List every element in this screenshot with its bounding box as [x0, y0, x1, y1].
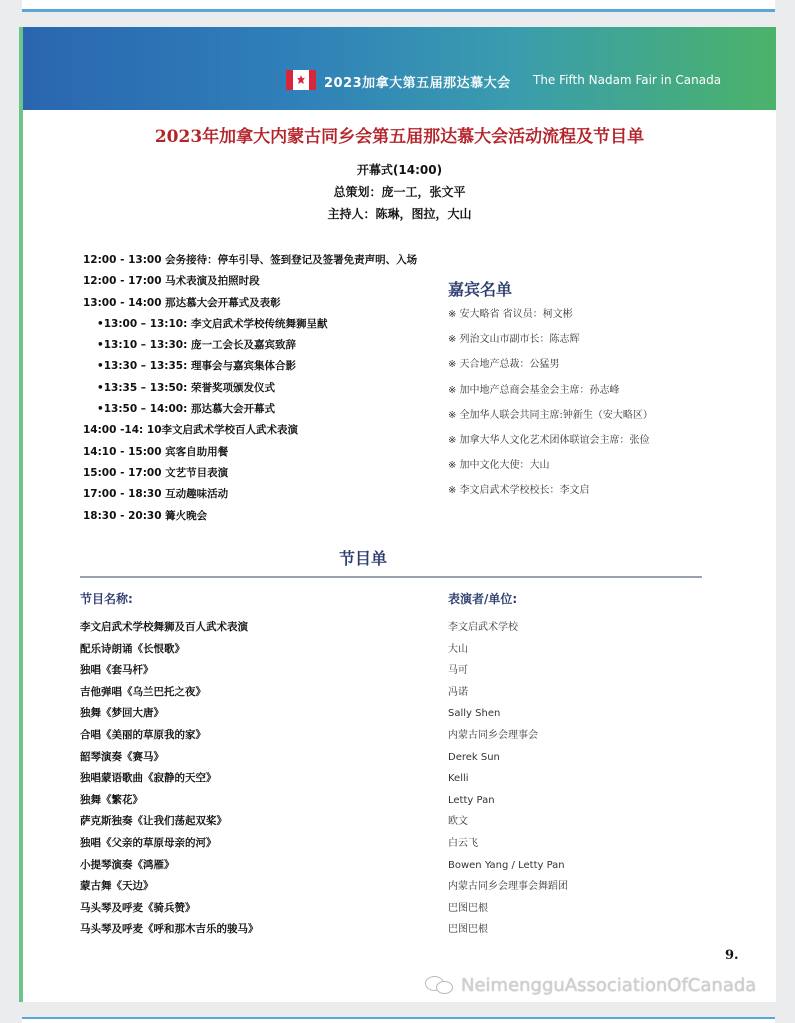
program-name: 配乐诗朗诵《长恨歌》 — [80, 642, 185, 655]
guest-item: ※ 加中文化大使：大山 — [448, 460, 550, 472]
program-performer: Bowen Yang / Letty Pan — [448, 859, 565, 871]
opening-time: 开幕式(14:00) — [356, 163, 443, 177]
guest-item: ※ 加中地产总商会基金会主席：孙志峰 — [448, 384, 620, 396]
program-row — [80, 703, 720, 725]
page-number: 9. — [725, 948, 739, 963]
guest-list-title: 嘉宾名单 — [448, 280, 513, 299]
watermark — [425, 972, 756, 998]
next-page-edge — [22, 1017, 775, 1023]
schedule-item: 14:00 -14: 10李文启武术学校百人武术表演 — [83, 424, 299, 437]
wechat-icon — [425, 974, 455, 996]
document-page — [19, 27, 776, 1002]
program-row — [80, 617, 720, 639]
program-name: 马头琴及呼麦《呼和那木吉乐的骏马》 — [80, 923, 259, 936]
schedule-item: •13:35 – 13:50: 荣誉奖项颁发仪式 — [97, 381, 275, 394]
watermark-text: NeimengguAssociationOfCanada — [461, 974, 757, 996]
program-row — [80, 725, 720, 747]
schedule-list — [83, 250, 463, 527]
guest-list — [448, 302, 768, 504]
banner-title-cn: 2023加拿大第五届那达慕大会 — [324, 76, 511, 91]
guest-item: ※ 全加华人联会共同主席:钟新生（安大略区） — [448, 409, 653, 421]
previous-page-edge — [22, 0, 775, 12]
program-row — [80, 682, 720, 704]
guest-item: ※ 李文启武术学校校长：李文启 — [448, 485, 590, 497]
planner-line: 总策划：庞一工，张文平 — [333, 185, 466, 199]
schedule-item: 14:10 - 15:00 宾客自助用餐 — [83, 445, 229, 458]
program-name: 马头琴及呼麦《骑兵赞》 — [80, 901, 196, 914]
program-row — [80, 876, 720, 898]
schedule-item: 13:00 - 14:00 那达慕大会开幕式及表彰 — [83, 296, 281, 309]
schedule-item: •13:50 – 14:00: 那达慕大会开幕式 — [97, 403, 275, 416]
guest-item: ※ 安大略省 省议员：柯文彬 — [448, 309, 573, 320]
program-performer: 欧文 — [448, 816, 468, 828]
program-name: 蒙古舞《天边》 — [80, 880, 154, 893]
program-row — [80, 811, 720, 833]
program-name: 李文启武术学校舞狮及百人武术表演 — [80, 621, 248, 633]
program-performer: 内蒙古同乡会理事会 — [448, 729, 538, 741]
program-title: 节目单 — [338, 549, 387, 568]
page-title: 2023年加拿大内蒙古同乡会第五届那达慕大会活动流程及节目单 — [154, 127, 645, 147]
schedule-item: 12:00 - 13:00 会务接待：停车引导、签到登记及签署免责声明、入场 — [83, 254, 418, 266]
program-row — [80, 919, 720, 941]
schedule-item: 17:00 - 18:30 互动趣味活动 — [83, 488, 229, 501]
schedule-item: •13:30 – 13:35: 理事会与嘉宾集体合影 — [97, 360, 296, 373]
program-performer: 冯诺 — [448, 686, 468, 698]
header-banner — [23, 27, 776, 110]
program-row — [80, 790, 720, 812]
banner-title-en: The Fifth Nadam Fair in Canada — [533, 73, 722, 87]
program-performer: Sally Shen — [448, 708, 501, 720]
program-row — [80, 639, 720, 661]
program-performer: 马可 — [448, 665, 468, 677]
program-row — [80, 747, 720, 769]
guest-item: ※ 加拿大华人文化艺术团体联谊会主席：张俭 — [448, 434, 650, 446]
program-row — [80, 833, 720, 855]
program-name: 韶琴演奏《赛马》 — [80, 750, 164, 763]
schedule-item: 15:00 - 17:00 文艺节目表演 — [83, 466, 229, 479]
guest-item: ※ 天合地产总裁：公猛男 — [448, 359, 560, 371]
canada-flag-icon — [286, 70, 316, 90]
program-name: 独舞《繁花》 — [80, 793, 143, 806]
schedule-item: •13:10 – 13:30: 庞一工会长及嘉宾致辞 — [97, 339, 296, 352]
program-row — [80, 660, 720, 682]
program-name: 独唱《父亲的草原母亲的河》 — [80, 836, 217, 849]
program-name: 吉他弹唱《乌兰巴托之夜》 — [80, 685, 206, 698]
schedule-item: 12:00 - 17:00 马术表演及拍照时段 — [83, 275, 260, 288]
program-name: 独唱《套马杆》 — [80, 664, 154, 677]
program-name: 独舞《梦回大唐》 — [80, 707, 164, 720]
program-name: 合唱《美丽的草原我的家》 — [80, 728, 206, 741]
program-performer: 大山 — [448, 643, 468, 655]
program-performer: 内蒙古同乡会理事会舞蹈团 — [448, 881, 568, 893]
divider — [80, 576, 702, 578]
program-performer: 白云飞 — [448, 837, 478, 849]
program-row — [80, 768, 720, 790]
schedule-item: •13:00 – 13:10: 李文启武术学校传统舞狮呈献 — [97, 317, 328, 330]
program-performer: 李文启武术学校 — [448, 622, 518, 633]
program-performer: Kelli — [448, 773, 469, 785]
program-performer: Letty Pan — [448, 794, 495, 806]
program-performer: 巴图巴根 — [448, 924, 488, 936]
program-name: 萨克斯独奏《让我们荡起双桨》 — [80, 815, 227, 828]
program-performer: 巴图巴根 — [448, 902, 488, 914]
program-list — [80, 617, 720, 941]
program-name: 小提琴演奏《鸿雁》 — [80, 858, 175, 871]
program-name-header: 节目名称: — [80, 592, 133, 606]
performer-header: 表演者/单位: — [448, 592, 518, 606]
guest-item: ※ 列治文山市副市长：陈志辉 — [448, 334, 580, 346]
program-name: 独唱蒙语歌曲《寂静的天空》 — [80, 772, 217, 785]
program-performer: Derek Sun — [448, 751, 500, 763]
host-line: 主持人：陈琳，图拉，大山 — [327, 207, 472, 221]
schedule-item: 18:30 - 20:30 篝火晚会 — [83, 509, 208, 522]
program-row — [80, 898, 720, 920]
program-row — [80, 855, 720, 877]
